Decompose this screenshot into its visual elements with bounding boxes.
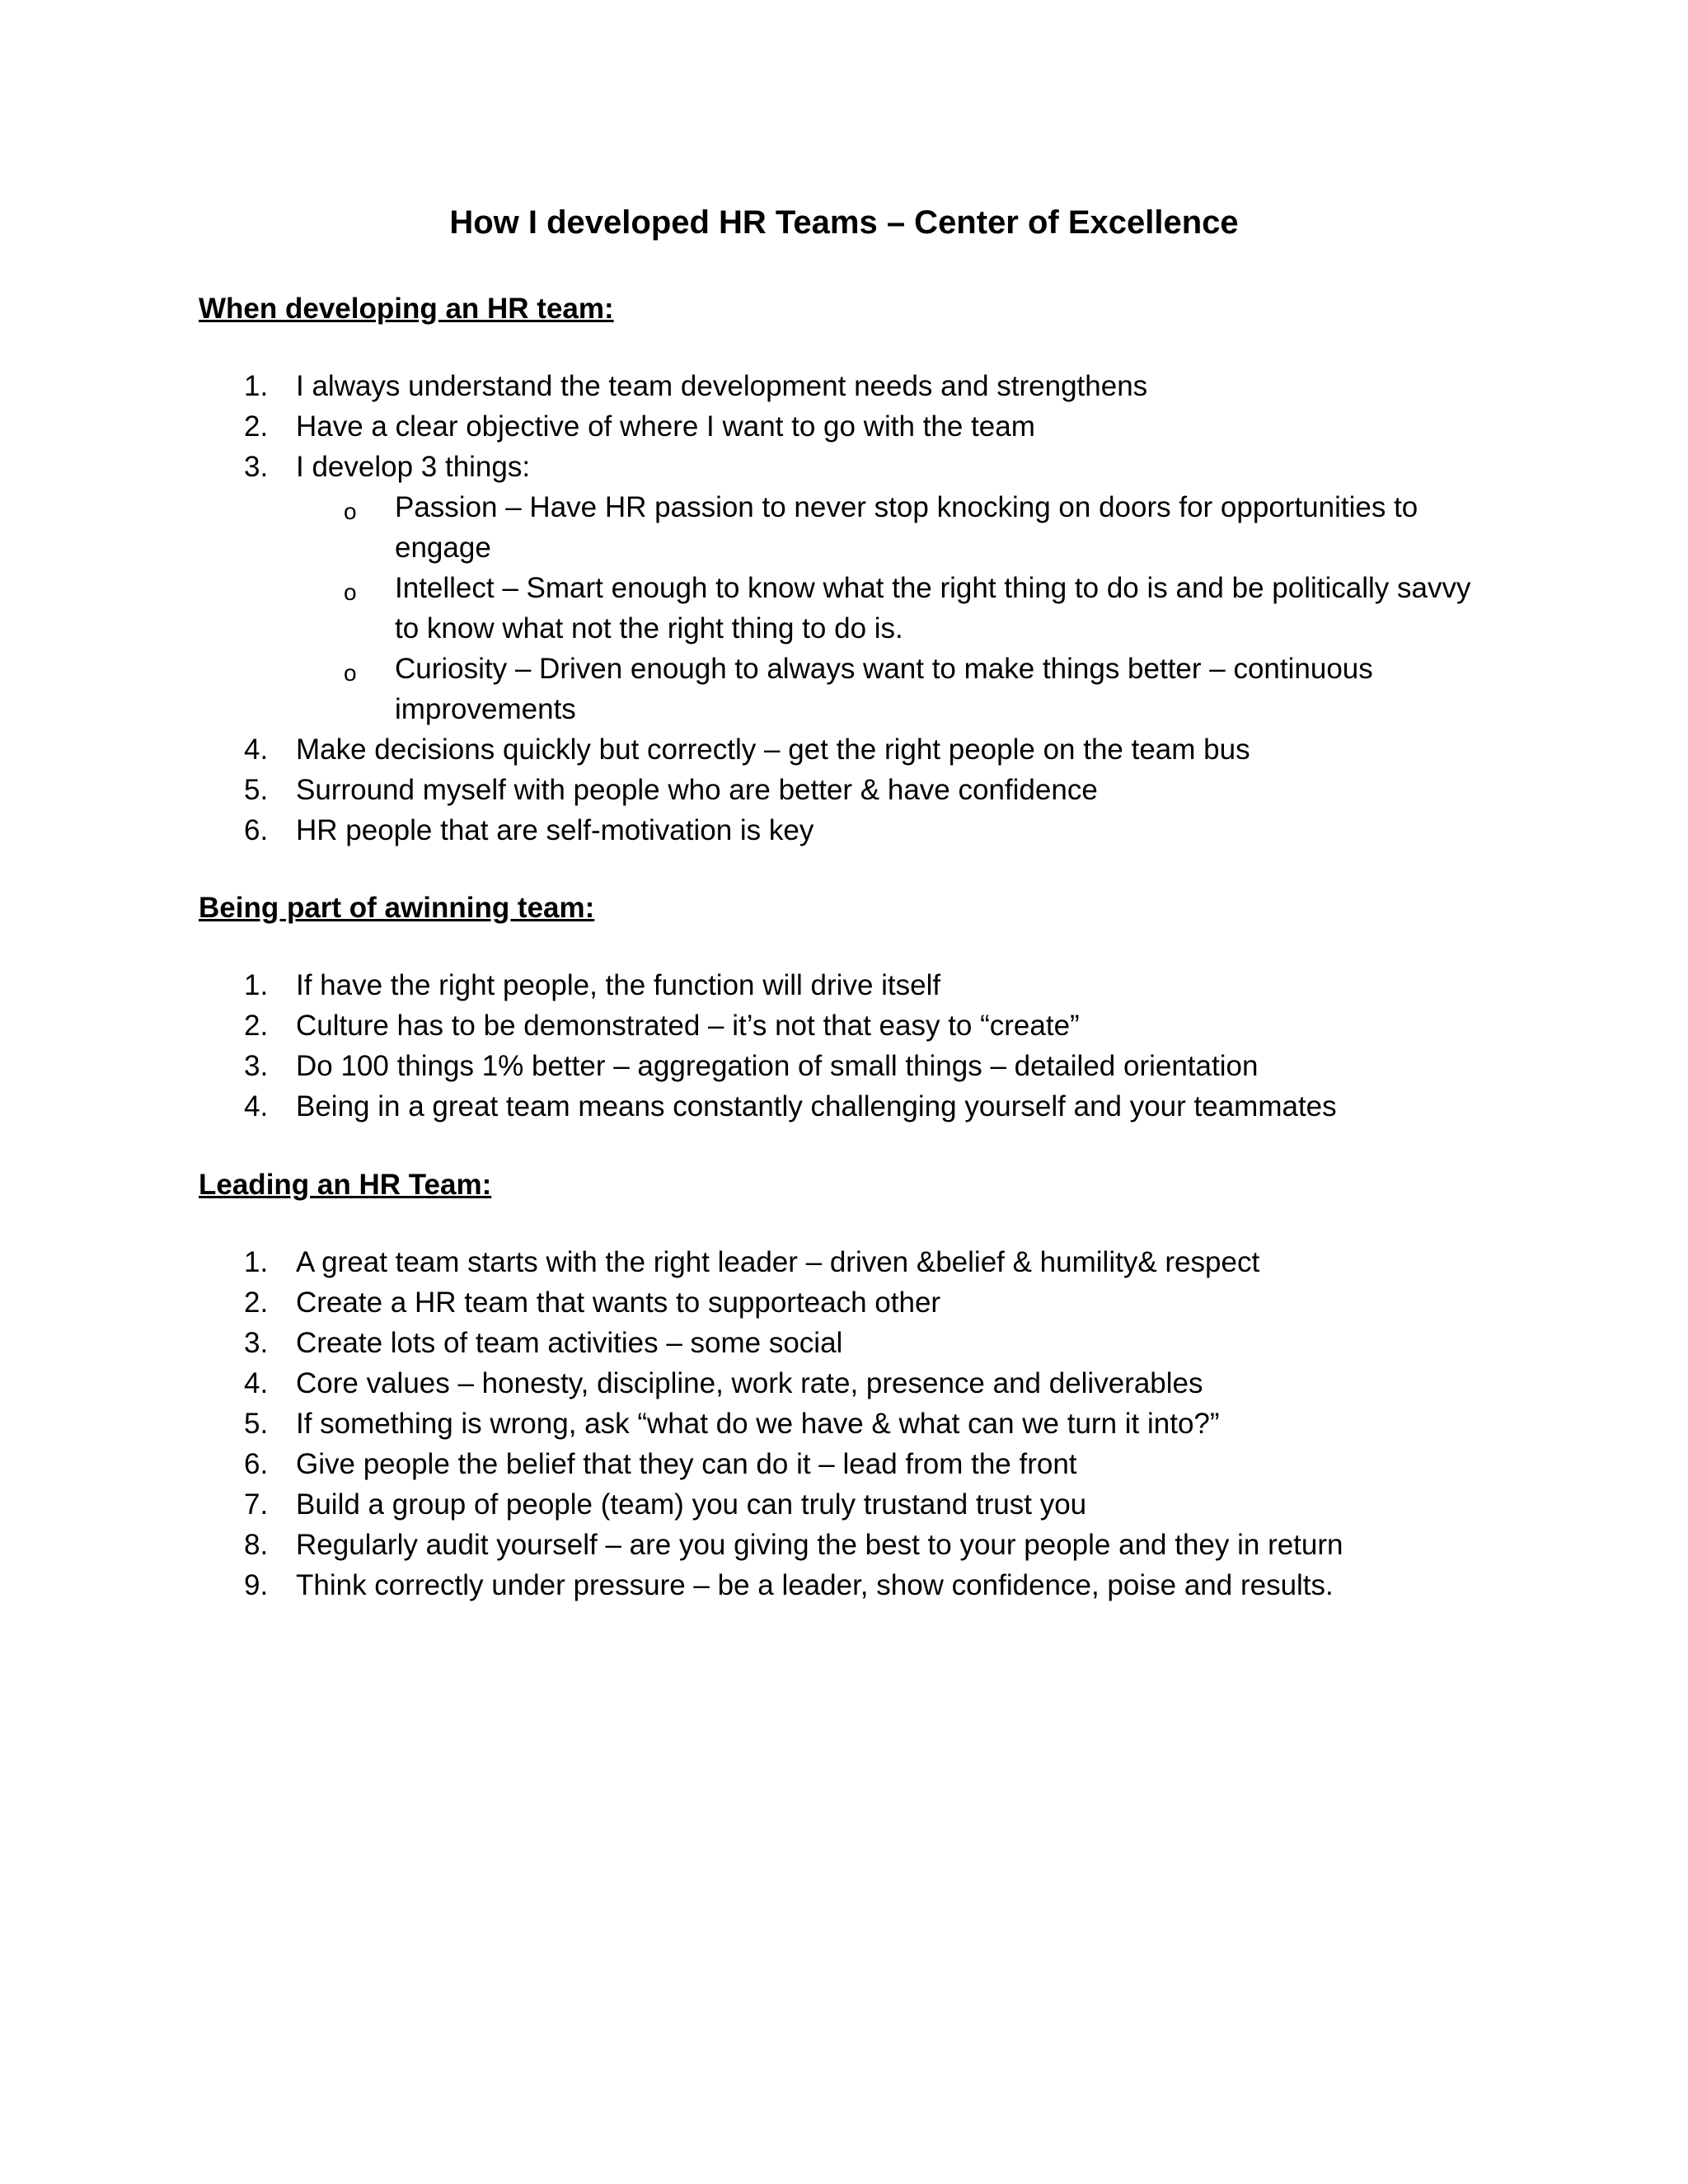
sublist-item-text: Intellect – Smart enough to know what the right thing to do is and be politically savvy to know what not the right thing to do is. (395, 572, 1471, 644)
section-winning-team (199, 888, 1484, 1127)
hollow-bullet-icon: o (344, 499, 357, 524)
list-number: 2. (244, 1286, 269, 1319)
sublist-item-text: Curiosity – Driven enough to always want to make things better – continuous improvements (395, 653, 1373, 725)
list-number: 4. (244, 1090, 269, 1122)
list-item (199, 1525, 1484, 1565)
list-item (199, 1484, 1484, 1525)
list-item-text: Culture has to be demonstrated – it’s not that easy to “create” (296, 1010, 1080, 1042)
list-item (199, 1363, 1484, 1404)
list-item (199, 447, 1484, 729)
numbered-list (199, 1242, 1484, 1605)
list-item-text: HR people that are self-motivation is key (296, 814, 814, 846)
list-number: 4. (244, 1367, 269, 1399)
list-item-text: Being in a great team means constantly challenging yourself and your teammates (296, 1090, 1337, 1122)
list-item-text: Surround myself with people who are better & have confidence (296, 774, 1098, 806)
list-number: 3. (244, 1050, 269, 1082)
list-item (199, 1242, 1484, 1282)
list-item-text: I always understand the team development needs and strengthens (296, 370, 1148, 402)
document-title: How I developed HR Teams – Center of Excellence (449, 204, 1239, 241)
list-number: 1. (244, 969, 269, 1001)
list-number: 2. (244, 410, 269, 443)
list-item-text: A great team starts with the right leader – driven &belief & humility& respect (296, 1246, 1260, 1278)
list-number: 6. (244, 814, 269, 846)
list-item-text: Think correctly under pressure – be a leader, show confidence, poise and results. (296, 1569, 1334, 1601)
sublist-item-text: Passion – Have HR passion to never stop knocking on doors for opportunities to engage (395, 491, 1418, 564)
list-item-text: Create lots of team activities – some social (296, 1327, 843, 1359)
list-item-text: Have a clear objective of where I want to go with the team (296, 410, 1035, 443)
list-item-text: Build a group of people (team) you can truly trustand trust you (296, 1488, 1087, 1521)
list-item (199, 1323, 1484, 1363)
list-item-text: If have the right people, the function will drive itself (296, 969, 941, 1001)
list-number: 6. (244, 1448, 269, 1480)
section-heading: When developing an HR team: (199, 293, 614, 325)
list-item (199, 1444, 1484, 1484)
numbered-list (199, 965, 1484, 1127)
section-leading-team (199, 1165, 1484, 1605)
hollow-bullet-icon: o (344, 579, 357, 605)
list-item (199, 1404, 1484, 1444)
list-item-text: Do 100 things 1% better – aggregation of small things – detailed orientation (296, 1050, 1259, 1082)
list-item-text: I develop 3 things: (296, 451, 531, 483)
list-number: 4. (244, 733, 269, 766)
list-item-text: Regularly audit yourself – are you giving the best to your people and they in return (296, 1529, 1343, 1561)
list-item (199, 1282, 1484, 1323)
sublist-item (296, 568, 1484, 649)
sublist-item (296, 649, 1484, 729)
list-item (199, 1086, 1484, 1127)
list-item (199, 406, 1484, 447)
sublist-item (296, 487, 1484, 568)
list-item (199, 1565, 1484, 1605)
list-number: 5. (244, 1408, 269, 1440)
section-heading: Being part of awinning team: (199, 892, 595, 924)
list-item (199, 366, 1484, 406)
list-number: 2. (244, 1010, 269, 1042)
list-number: 5. (244, 774, 269, 806)
list-item (199, 965, 1484, 1005)
list-number: 3. (244, 451, 269, 483)
list-item-text: Make decisions quickly but correctly – get the right people on the team bus (296, 733, 1250, 766)
section-heading: Leading an HR Team: (199, 1169, 492, 1201)
list-item-text: Create a HR team that wants to supporteach other (296, 1286, 941, 1319)
bullet-sublist (296, 487, 1484, 729)
section-when-developing (199, 288, 1484, 851)
list-item (199, 810, 1484, 851)
hollow-bullet-icon: o (344, 660, 357, 686)
list-number: 9. (244, 1569, 269, 1601)
list-number: 3. (244, 1327, 269, 1359)
list-item (199, 770, 1484, 810)
list-number: 8. (244, 1529, 269, 1561)
numbered-list (199, 366, 1484, 851)
list-number: 1. (244, 1246, 269, 1278)
list-item-text: Give people the belief that they can do it – lead from the front (296, 1448, 1077, 1480)
list-item (199, 1046, 1484, 1086)
list-number: 1. (244, 370, 269, 402)
list-item (199, 729, 1484, 770)
list-number: 7. (244, 1488, 269, 1521)
list-item-text: If something is wrong, ask “what do we have & what can we turn it into?” (296, 1408, 1220, 1440)
list-item-text: Core values – honesty, discipline, work rate, presence and deliverables (296, 1367, 1203, 1399)
list-item (199, 1005, 1484, 1046)
